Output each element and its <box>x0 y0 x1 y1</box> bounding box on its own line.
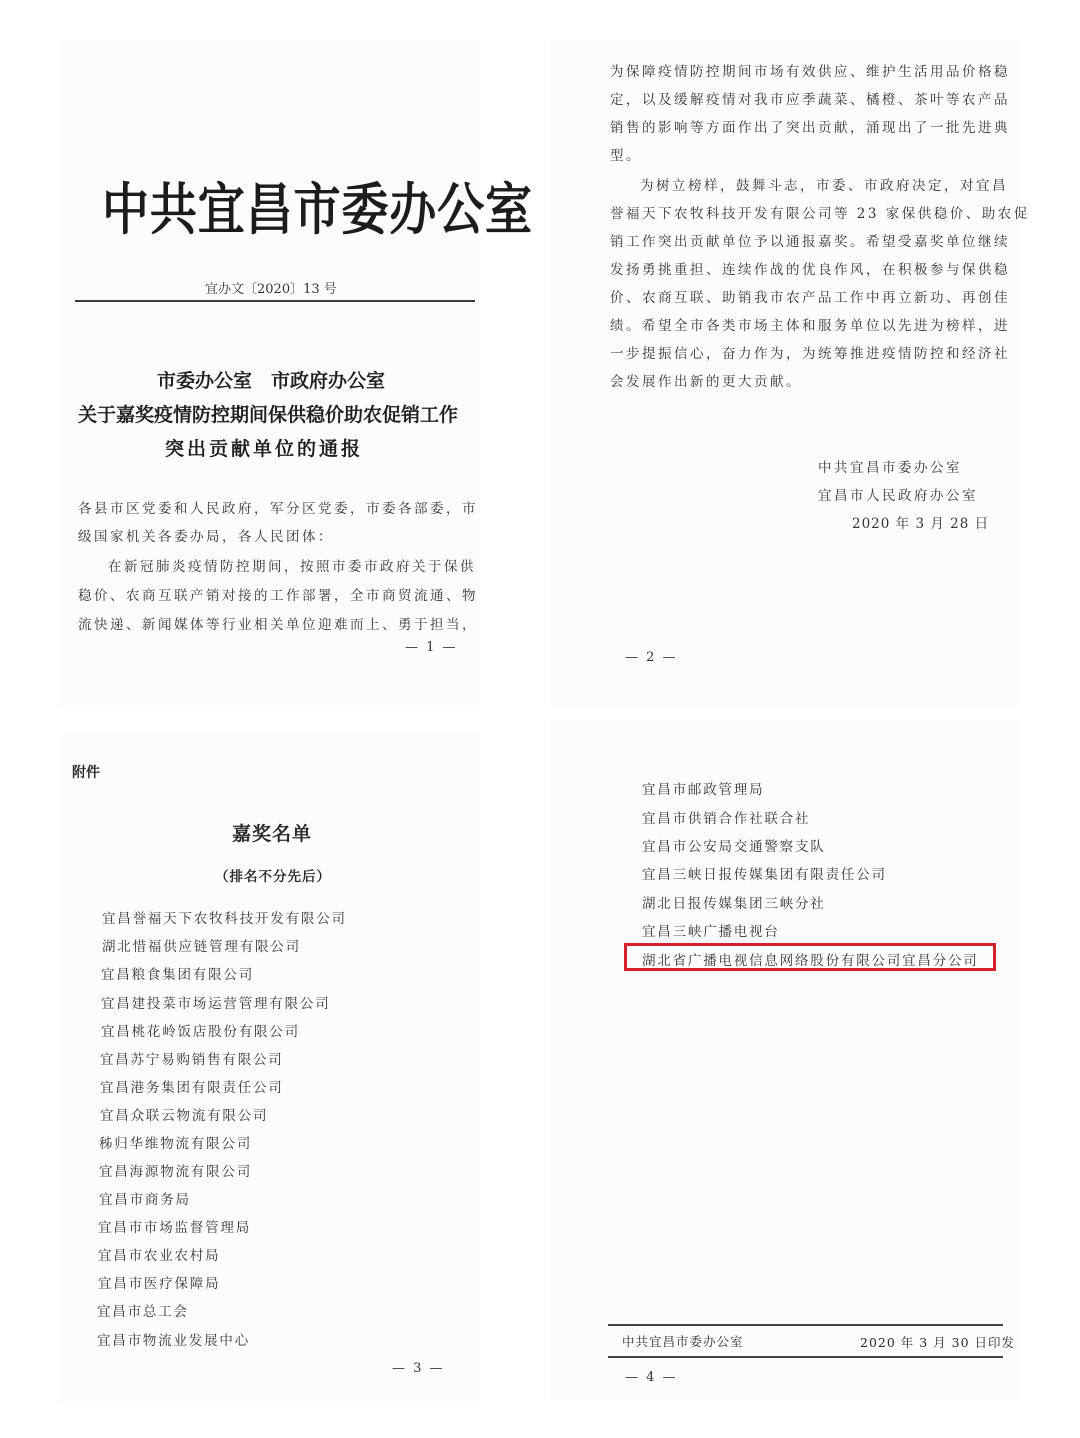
list-item-highlighted: 湖北省广播电视信息网络股份有限公司宜昌分公司 <box>642 953 979 969</box>
footer-issuer: 中共宜昌市委办公室 <box>622 1334 744 1349</box>
list-item: 宜昌市总工会 <box>97 1304 189 1320</box>
signature-office-2: 宜昌市人民政府办公室 <box>818 488 978 504</box>
body-line-9: 价、农商互联、助销我市农产品工作中再立新功、再创佳 <box>610 290 1010 306</box>
salutation-line-2: 级国家机关各委办局，各人民团体： <box>78 529 334 545</box>
list-item: 宜昌三峡广播电视台 <box>642 924 780 940</box>
page-number: — 4 — <box>625 1370 678 1385</box>
body-line-2: 稳价、农商互联产销对接的工作部署，全市商贸流通、物 <box>78 588 478 604</box>
list-item: 宜昌市邮政管理局 <box>642 782 765 798</box>
list-item: 宜昌市医疗保障局 <box>98 1276 221 1292</box>
issuing-office-header: 中共宜昌市委办公室 <box>102 177 533 243</box>
body-line-1: 在新冠肺炎疫情防控期间，按照市委市政府关于保供 <box>108 559 476 575</box>
list-item: 湖北日报传媒集团三峡分社 <box>642 896 826 912</box>
body-line-3: 流快递、新闻媒体等行业相关单位迎难而上、勇于担当， <box>78 617 478 633</box>
list-item: 湖北惜福供应链管理有限公司 <box>102 939 301 955</box>
body-line-6: 誉福天下农牧科技开发有限公司等 23 家保供稳价、助农促 <box>610 206 1030 222</box>
body-line-12: 会发展作出新的更大贡献。 <box>610 374 802 390</box>
page-number: — 3 — <box>392 1361 445 1376</box>
body-line-4: 型。 <box>610 148 642 164</box>
header-divider <box>75 300 475 302</box>
list-item: 宜昌港务集团有限责任公司 <box>100 1080 284 1096</box>
body-line-3: 销售的影响等方面作出了突出贡献，涌现出了一批先进典 <box>610 120 1010 136</box>
list-item: 宜昌市物流业发展中心 <box>97 1333 250 1349</box>
list-item: 秭归华维物流有限公司 <box>99 1136 252 1152</box>
page-number: — 1 — <box>405 640 458 655</box>
list-item: 宜昌市供销合作社联合社 <box>642 811 811 827</box>
list-item: 宜昌市农业农村局 <box>98 1248 221 1264</box>
list-item: 宜昌市商务局 <box>99 1192 191 1208</box>
body-line-1: 为保障疫情防控期间市场有效供应、维护生活用品价格稳 <box>610 64 1010 80</box>
footer-print-date: 2020 年 3 月 30 日印发 <box>860 1335 1016 1350</box>
document-page-4 <box>550 720 1020 1400</box>
notice-title-line-3: 突出贡献单位的通报 <box>165 438 364 460</box>
notice-title-line-2: 关于嘉奖疫情防控期间保供稳价助农促销工作 <box>78 404 459 426</box>
list-item: 宜昌三峡日报传媒集团有限责任公司 <box>642 867 887 883</box>
document-page-3 <box>60 735 480 1405</box>
signature-date: 2020 年 3 月 28 日 <box>852 516 990 532</box>
list-item: 宜昌建投菜市场运营管理有限公司 <box>101 996 331 1012</box>
list-item: 宜昌苏宁易购销售有限公司 <box>100 1052 284 1068</box>
highlight-box <box>624 943 996 971</box>
award-list-title: 嘉奖名单 <box>232 823 313 845</box>
document-number: 宜办文〔2020〕13 号 <box>205 282 337 297</box>
list-item: 宜昌市公安局交通警察支队 <box>642 839 826 855</box>
list-item: 宜昌桃花岭饭店股份有限公司 <box>101 1024 300 1040</box>
body-line-7: 销工作突出贡献单位予以通报嘉奖。希望受嘉奖单位继续 <box>610 234 1010 250</box>
attachment-label: 附件 <box>72 765 100 781</box>
body-line-11: 一步提振信心，奋力作为，为统筹推进疫情防控和经济社 <box>610 346 1010 362</box>
list-item: 宜昌粮食集团有限公司 <box>101 967 254 983</box>
list-item: 宜昌市市场监督管理局 <box>98 1220 251 1236</box>
body-line-10: 绩。希望全市各类市场主体和服务单位以先进为榜样，进 <box>610 318 1010 334</box>
award-list-subtitle: （排名不分先后） <box>215 869 331 885</box>
notice-title-line-1: 市委办公室 市政府办公室 <box>157 370 386 392</box>
body-line-2: 定，以及缓解疫情对我市应季蔬菜、橘橙、茶叶等农产品 <box>610 92 1010 108</box>
page-number: — 2 — <box>625 650 678 665</box>
salutation-line-1: 各县市区党委和人民政府，军分区党委，市委各部委，市 <box>78 501 478 517</box>
footer-rule-top <box>608 1324 1003 1326</box>
document-page-1 <box>60 40 533 710</box>
signature-office-1: 中共宜昌市委办公室 <box>818 460 962 476</box>
footer-rule-bottom <box>608 1356 1003 1358</box>
body-line-5: 为树立榜样，鼓舞斗志，市委、市政府决定，对宜昌 <box>640 178 1008 194</box>
list-item: 宜昌海源物流有限公司 <box>99 1164 252 1180</box>
document-page-2 <box>550 40 1030 705</box>
body-line-8: 发扬勇挑重担、连续作战的优良作风，在积极参与保供稳 <box>610 262 1010 278</box>
list-item: 宜昌誉福天下农牧科技开发有限公司 <box>102 911 347 927</box>
list-item: 宜昌众联云物流有限公司 <box>100 1108 269 1124</box>
